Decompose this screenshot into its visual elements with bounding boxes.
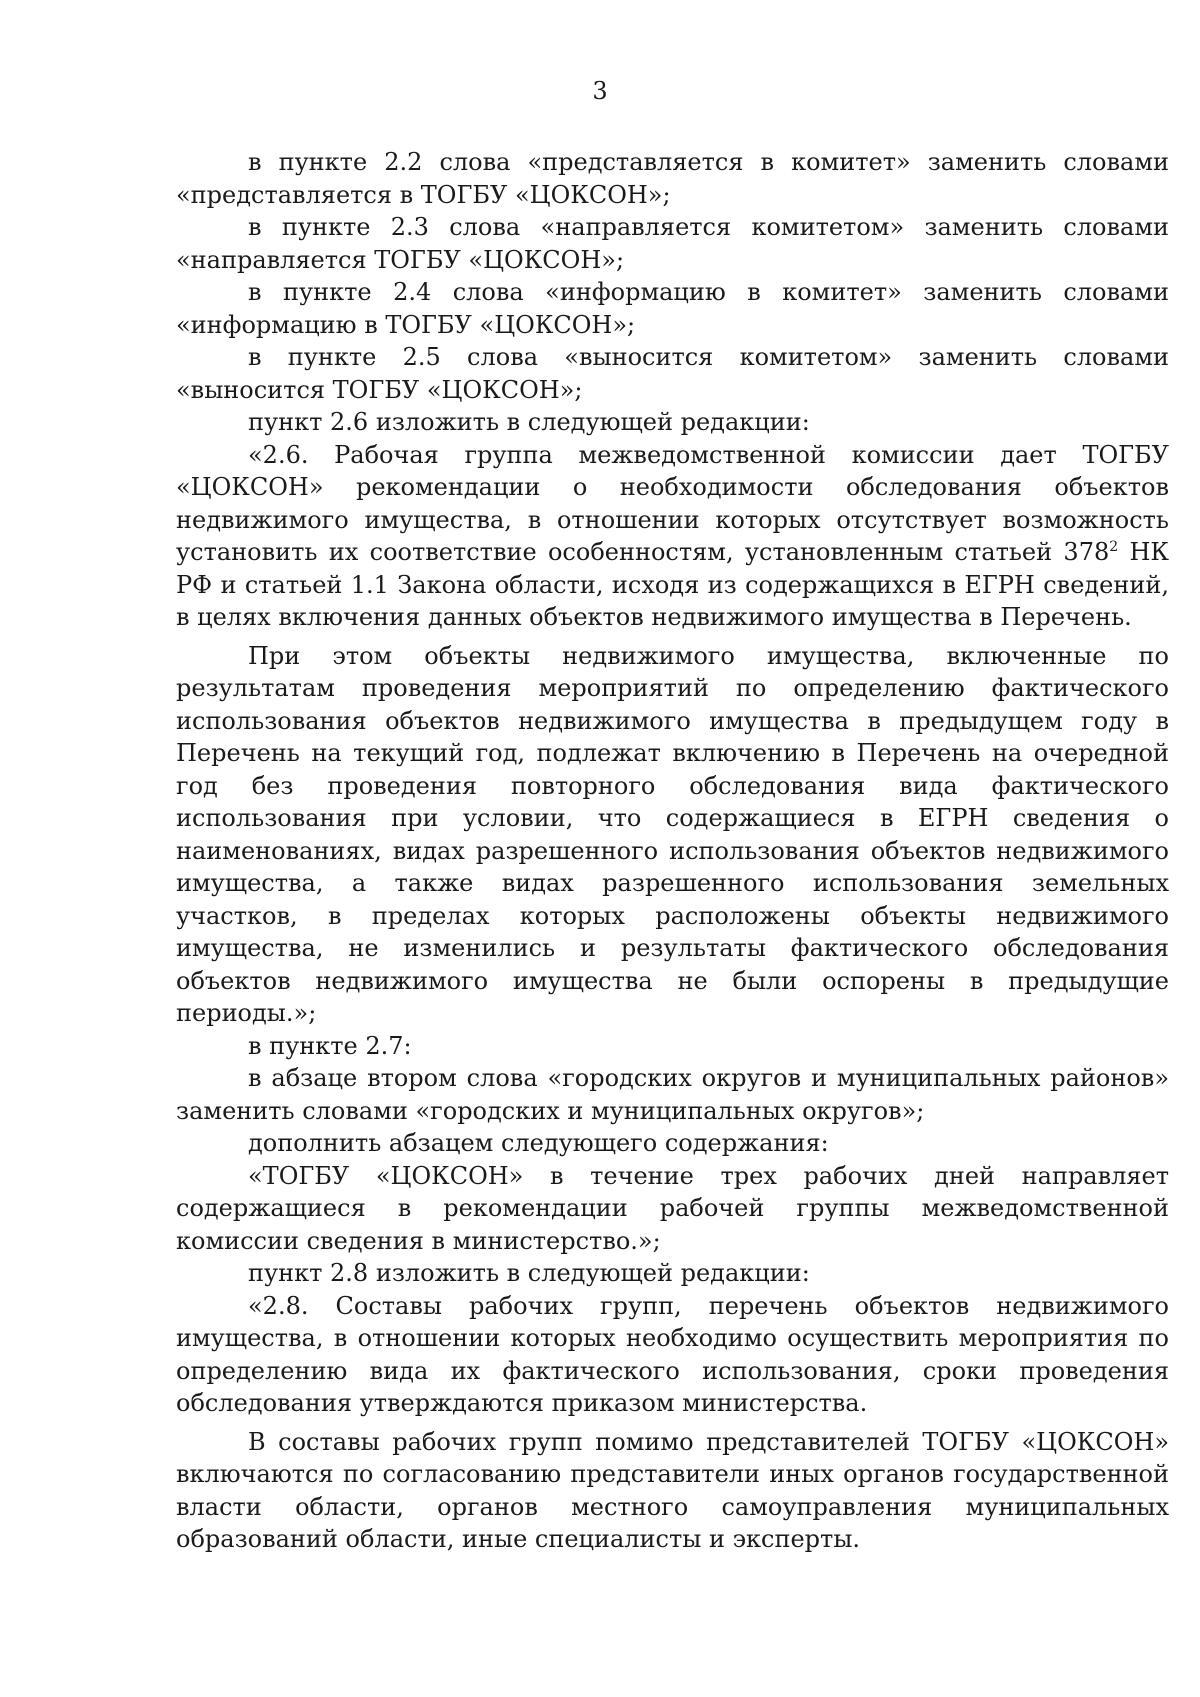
paragraph-2-6-text-after: НК РФ и статьей 1.1 Закона области, исходя из содержащихся в ЕГРН сведений, в целях включения данных объектов недвижимого имущества в Перечень. <box>176 538 1169 631</box>
paragraph-2-2: в пункте 2.2 слова «представляется в комитет» заменить словами «представляется в ТОГБУ «ЦОКСОН»; <box>176 148 1169 209</box>
page-number: 3 <box>592 77 608 105</box>
paragraph-2-8-intro: пункт 2.8 изложить в следующей редакции: <box>248 1259 810 1287</box>
paragraph-2-8-text: «2.8. Составы рабочих групп, перечень объектов недвижимого имущества, в отношении которых необходимо осуществить мероприятия по определению вида их фактического использования, сроки проведения обследования утверждаются приказом министерства. <box>176 1291 1169 1417</box>
paragraph-2-7-abzac: в абзаце втором слова «городских округов и муниципальных районов» заменить словами «городских и муниципальных округов»; <box>176 1064 1169 1125</box>
superscript-2: 2 <box>1109 539 1119 555</box>
paragraph-2-6-second: При этом объекты недвижимого имущества, включенные по результатам проведения мероприятий по определению фактического использования объектов недвижимого имущества в предыдущем году в Перечень на текущий год, подлежат включению в Перечень на очередной год без проведения повторного обследования вида фактического использования при условии, что содержащиеся в ЕГРН сведения о наименованиях, видах разрешенного использования объектов недвижимого имущества, а также видах разрешенного использования земельных участков, в пределах которых расположены объекты недвижимого имущества, не изменились и результаты фактического обследования объектов недвижимого имущества не были оспорены в предыдущие периоды.»; <box>176 641 1169 1027</box>
paragraph-2-6-text-before: «2.6. Рабочая группа межведомственной комиссии дает ТОГБУ «ЦОКСОН» рекомендации о необходимости обследования объектов недвижимого имущества, в отношении которых отсутствует возможность установить их соответствие особенностям, установленным статьей 378 <box>176 440 1169 566</box>
paragraph-2-7-add-text: «ТОГБУ «ЦОКСОН» в течение трех рабочих дней направляет содержащиеся в рекомендации рабочей группы межведомственной комиссии сведения в министерство.»; <box>176 1161 1169 1255</box>
paragraph-2-7-intro: в пункте 2.7: <box>248 1031 412 1060</box>
paragraph-2-8-second: В составы рабочих групп помимо представителей ТОГБУ «ЦОКСОН» включаются по согласованию представители иных органов государственной власти области, органов местного самоуправления муниципальных образований области, иные специалисты и эксперты. <box>176 1427 1169 1553</box>
paragraph-2-6-intro: пункт 2.6 изложить в следующей редакции: <box>248 408 810 436</box>
paragraph-2-5: в пункте 2.5 слова «выносится комитетом» заменить словами «выносится ТОГБУ «ЦОКСОН»; <box>176 343 1169 404</box>
paragraph-2-6-text <box>176 439 1169 634</box>
paragraph-2-3: в пункте 2.3 слова «направляется комитетом» заменить словами «направляется ТОГБУ «ЦОКСОН»; <box>176 213 1169 274</box>
paragraph-2-7-add-intro: дополнить абзацем следующего содержания: <box>248 1129 829 1157</box>
paragraph-2-4: в пункте 2.4 слова «информацию в комитет» заменить словами «информацию в ТОГБУ «ЦОКСОН»; <box>176 278 1169 339</box>
document-body <box>176 146 1169 1556</box>
